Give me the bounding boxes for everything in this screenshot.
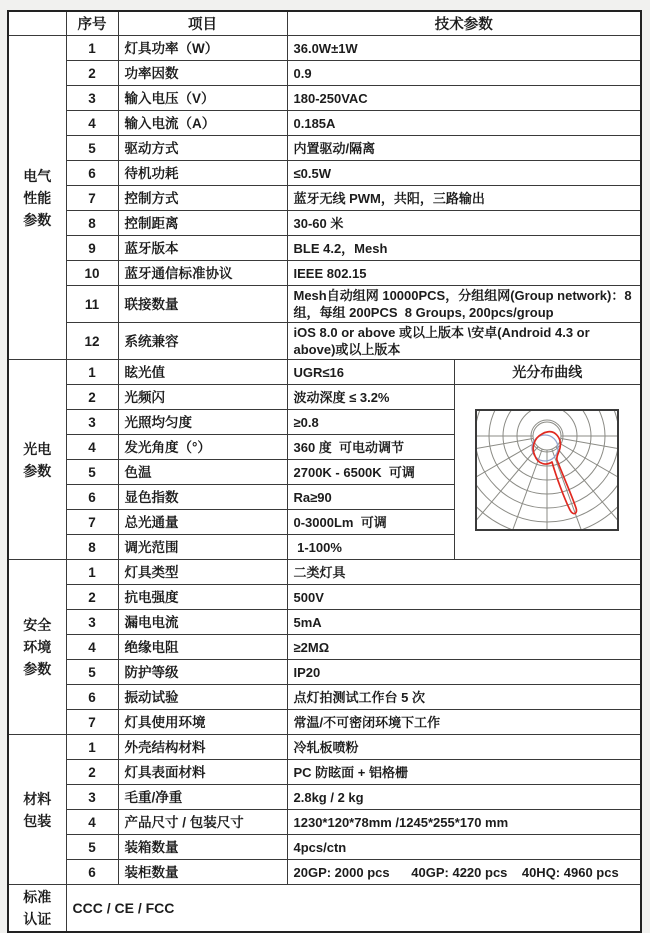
- value-cell: 波动深度 ≤ 3.2%: [287, 385, 454, 410]
- serial-cell: 5: [66, 660, 118, 685]
- serial-cell: 3: [66, 86, 118, 111]
- value-cell: 500V: [287, 585, 641, 610]
- serial-cell: 3: [66, 610, 118, 635]
- value-cell: iOS 8.0 or above 或以上版本 \安卓(Android 4.3 or above)或以上版本: [287, 323, 641, 360]
- serial-cell: 5: [66, 835, 118, 860]
- serial-cell: 6: [66, 485, 118, 510]
- table-row: [8, 635, 641, 660]
- serial-cell: 2: [66, 61, 118, 86]
- item-cell: 眩光值: [118, 360, 287, 385]
- item-cell: 系统兼容: [118, 323, 287, 360]
- item-cell: 蓝牙版本: [118, 236, 287, 261]
- value-cell: Mesh自动组网 10000PCS，分组组网(Group network)：8 组，每组 200PCS 8 Groups, 200pcs/group: [287, 286, 641, 323]
- value-cell: 二类灯具: [287, 560, 641, 585]
- table-row: [8, 610, 641, 635]
- item-cell: 发光角度（°）: [118, 435, 287, 460]
- table-row: [8, 660, 641, 685]
- item-cell: 装柜数量: [118, 860, 287, 885]
- serial-cell: 6: [66, 860, 118, 885]
- serial-cell: 2: [66, 760, 118, 785]
- table-row: [8, 360, 641, 385]
- value-cell: ≥0.8: [287, 410, 454, 435]
- table-row: [8, 211, 641, 236]
- serial-cell: 3: [66, 410, 118, 435]
- serial-cell: 3: [66, 785, 118, 810]
- table-row: [8, 685, 641, 710]
- header-empty-cell: [8, 11, 66, 36]
- item-cell: 总光通量: [118, 510, 287, 535]
- value-cell: 5mA: [287, 610, 641, 635]
- serial-cell: 5: [66, 136, 118, 161]
- serial-cell: 8: [66, 535, 118, 560]
- table-row: [8, 585, 641, 610]
- serial-cell: 1: [66, 735, 118, 760]
- value-cell: ≥2MΩ: [287, 635, 641, 660]
- serial-cell: 7: [66, 710, 118, 735]
- item-cell: 产品尺寸 / 包装尺寸: [118, 810, 287, 835]
- value-cell: 1-100%: [287, 535, 454, 560]
- value-cell: 4pcs/ctn: [287, 835, 641, 860]
- item-cell: 灯具表面材料: [118, 760, 287, 785]
- item-cell: 装箱数量: [118, 835, 287, 860]
- serial-cell: 4: [66, 435, 118, 460]
- value-cell: 360 度 可电动调节: [287, 435, 454, 460]
- value-cell: 2700K - 6500K 可调: [287, 460, 454, 485]
- value-cell: 1230*120*78mm /1245*255*170 mm: [287, 810, 641, 835]
- curve-label-cell: 光分布曲线: [454, 360, 641, 385]
- value-cell: ≤0.5W: [287, 161, 641, 186]
- group-cell: [8, 735, 66, 885]
- item-cell: 输入电流（A）: [118, 111, 287, 136]
- value-cell: 0.185A: [287, 111, 641, 136]
- item-cell: 驱动方式: [118, 136, 287, 161]
- table-row: [8, 560, 641, 585]
- item-cell: 外壳结构材料: [118, 735, 287, 760]
- item-cell: 灯具类型: [118, 560, 287, 585]
- value-cell: 常温/不可密闭环境下工作: [287, 710, 641, 735]
- light-distribution-chart: [475, 409, 619, 531]
- item-cell: 振动试验: [118, 685, 287, 710]
- serial-cell: 11: [66, 286, 118, 323]
- serial-cell: 6: [66, 685, 118, 710]
- serial-cell: 2: [66, 585, 118, 610]
- header-serial: 序号: [66, 11, 118, 36]
- value-cell: 内置驱动/隔离: [287, 136, 641, 161]
- value-cell: 0.9: [287, 61, 641, 86]
- table-row: [8, 161, 641, 186]
- spec-table: [7, 10, 642, 933]
- table-row: [8, 735, 641, 760]
- value-cell: 180-250VAC: [287, 86, 641, 111]
- curve-chart-cell: [454, 385, 641, 560]
- item-cell: 防护等级: [118, 660, 287, 685]
- table-row: [8, 111, 641, 136]
- value-cell: BLE 4.2，Mesh: [287, 236, 641, 261]
- group-cell: [8, 560, 66, 735]
- item-cell: 显色指数: [118, 485, 287, 510]
- item-cell: 输入电压（V）: [118, 86, 287, 111]
- item-cell: 功率因数: [118, 61, 287, 86]
- table-row: [8, 710, 641, 735]
- item-cell: 联接数量: [118, 286, 287, 323]
- item-cell: 灯具使用环境: [118, 710, 287, 735]
- item-cell: 漏电电流: [118, 610, 287, 635]
- table-row: [8, 385, 641, 410]
- table-row: [8, 186, 641, 211]
- value-cell: 冷轧板喷粉: [287, 735, 641, 760]
- table-row: [8, 136, 641, 161]
- item-cell: 灯具功率（W）: [118, 36, 287, 61]
- value-cell: PC 防眩面 + 铝格栅: [287, 760, 641, 785]
- value-cell: UGR≤16: [287, 360, 454, 385]
- item-cell: 调光范围: [118, 535, 287, 560]
- serial-cell: 1: [66, 560, 118, 585]
- item-cell: 光照均匀度: [118, 410, 287, 435]
- group-cell: [8, 885, 66, 933]
- serial-cell: 7: [66, 186, 118, 211]
- table-row: [8, 286, 641, 323]
- serial-cell: 9: [66, 236, 118, 261]
- serial-cell: 10: [66, 261, 118, 286]
- header-item: 项目: [118, 11, 287, 36]
- group-label: 材料包装: [23, 790, 52, 829]
- header-param: 技术参数: [287, 11, 641, 36]
- item-cell: 待机功耗: [118, 161, 287, 186]
- table-row: [8, 785, 641, 810]
- value-cell: 2.8kg / 2 kg: [287, 785, 641, 810]
- spec-sheet: [7, 10, 642, 933]
- item-cell: 抗电强度: [118, 585, 287, 610]
- item-cell: 控制方式: [118, 186, 287, 211]
- value-cell: 蓝牙无线 PWM，共阳，三路输出: [287, 186, 641, 211]
- item-cell: 绝缘电阻: [118, 635, 287, 660]
- value-cell: IP20: [287, 660, 641, 685]
- serial-cell: 1: [66, 360, 118, 385]
- value-cell: 20GP: 2000 pcs 40GP: 4220 pcs 40HQ: 4960 pcs: [287, 860, 641, 885]
- group-label: 标准认证: [23, 889, 52, 927]
- group-label: 电气性能参数: [23, 167, 52, 228]
- serial-cell: 4: [66, 111, 118, 136]
- table-row: [8, 860, 641, 885]
- group-cell: [8, 36, 66, 360]
- table-row: [8, 261, 641, 286]
- table-row: [8, 810, 641, 835]
- table-row: [8, 236, 641, 261]
- value-cell: 36.0W±1W: [287, 36, 641, 61]
- table-row: [8, 36, 641, 61]
- serial-cell: 5: [66, 460, 118, 485]
- table-row: [8, 86, 641, 111]
- item-cell: 毛重/净重: [118, 785, 287, 810]
- table-row: [8, 323, 641, 360]
- serial-cell: 2: [66, 385, 118, 410]
- serial-cell: 7: [66, 510, 118, 535]
- item-cell: 控制距离: [118, 211, 287, 236]
- value-cell: IEEE 802.15: [287, 261, 641, 286]
- item-cell: 光频闪: [118, 385, 287, 410]
- serial-cell: 1: [66, 36, 118, 61]
- table-row: [8, 760, 641, 785]
- serial-cell: 6: [66, 161, 118, 186]
- serial-cell: 4: [66, 635, 118, 660]
- table-row: [8, 61, 641, 86]
- value-cell: 点灯拍测试工作台 5 次: [287, 685, 641, 710]
- group-cell: [8, 360, 66, 560]
- item-cell: 蓝牙通信标准协议: [118, 261, 287, 286]
- table-row: [8, 835, 641, 860]
- group-label: 光电参数: [23, 440, 52, 479]
- table-header-row: [8, 11, 641, 36]
- value-cell: 30-60 米: [287, 211, 641, 236]
- group-label: 安全环境参数: [23, 617, 52, 677]
- table-row: [8, 885, 641, 933]
- item-cell: 色温: [118, 460, 287, 485]
- serial-cell: 12: [66, 323, 118, 360]
- value-cell: 0-3000Lm 可调: [287, 510, 454, 535]
- value-cell: Ra≥90: [287, 485, 454, 510]
- serial-cell: 4: [66, 810, 118, 835]
- cert-value-cell: CCC / CE / FCC: [66, 885, 641, 933]
- serial-cell: 8: [66, 211, 118, 236]
